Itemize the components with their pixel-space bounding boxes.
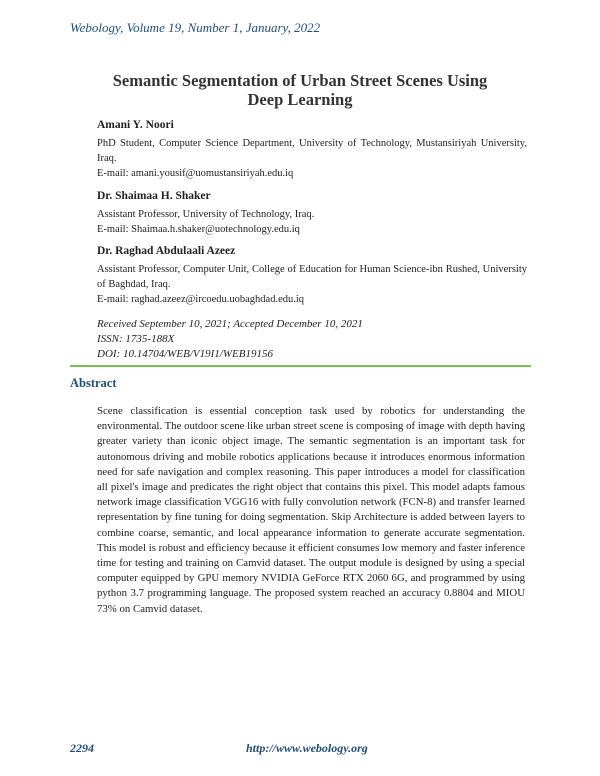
author-block-3 [97, 244, 527, 307]
author-block-2 [97, 189, 527, 237]
author-email: E-mail: raghad.azeez@ircoedu.uobaghdad.edu.iq [97, 294, 305, 305]
author-block-1 [97, 118, 527, 181]
received-dates: Received September 10, 2021; Accepted December 10, 2021 [97, 318, 363, 330]
author-name: Amani Y. Noori [97, 119, 174, 131]
author-email: E-mail: amani.yousif@uomustansiriyah.edu.iq [97, 168, 294, 179]
author-email: E-mail: Shaimaa.h.shaker@uotechnology.edu.iq [97, 224, 300, 235]
publication-meta [97, 317, 363, 362]
author-affiliation: Assistant Professor, University of Technology, Iraq. [97, 209, 315, 220]
section-divider [70, 365, 531, 367]
page-number: 2294 [70, 741, 94, 755]
author-name: Dr. Shaimaa H. Shaker [97, 190, 211, 202]
paper-title: Semantic Segmentation of Urban Street Scenes Using Deep Learning [112, 71, 488, 109]
author-name: Dr. Raghad Abdulaali Azeez [97, 245, 236, 257]
doi: DOI: 10.14704/WEB/V19I1/WEB19156 [97, 348, 273, 360]
author-affiliation: Assistant Professor, Computer Unit, College of Education for Human Science-ibn Rushed, University of Baghdad, Iraq. [97, 264, 527, 290]
issn: ISSN: 1735-188X [97, 333, 175, 345]
journal-header: Webology, Volume 19, Number 1, January, 2022 [70, 20, 321, 35]
footer-url-link[interactable]: http://www.webology.org [246, 741, 368, 755]
abstract-body: Scene classification is essential conception task used by robotics for understanding the environmental. The outdoor scene like urban street scene is composing of image with depth having greater variety than iconic object image. The semantic segmentation is an important task for autonomous driving and mobile robotics applications because it introduces enormous information need for safe navigation and complex reasoning. This paper introduces a model for classification all pixel's image and predicates the right object that contains this pixel. This model adapts famous network image classification VGG16 with fully convolution network (FCN-8) and transfer learned representation by fine tuning for doing segmentation. Skip Architecture is added between layers to combine coarse, semantic, and local appearance information to generate accurate segmentation. This model is robust and efficiency because it efficient consumes low memory and faster inference time for testing and training on Camvid dataset. The output module is designed by using a special computer equipped by GPU memory NVIDIA GeForce RTX 2060 6G, and programmed by using python 3.7 programming language. The proposed system reached an accuracy 0.8804 and MIOU 73% on Camvid dataset. [97, 405, 525, 615]
author-affiliation: PhD Student, Computer Science Department, University of Technology, Mustansiriyah University, Iraq. [97, 138, 527, 164]
abstract-heading: Abstract [70, 376, 117, 390]
